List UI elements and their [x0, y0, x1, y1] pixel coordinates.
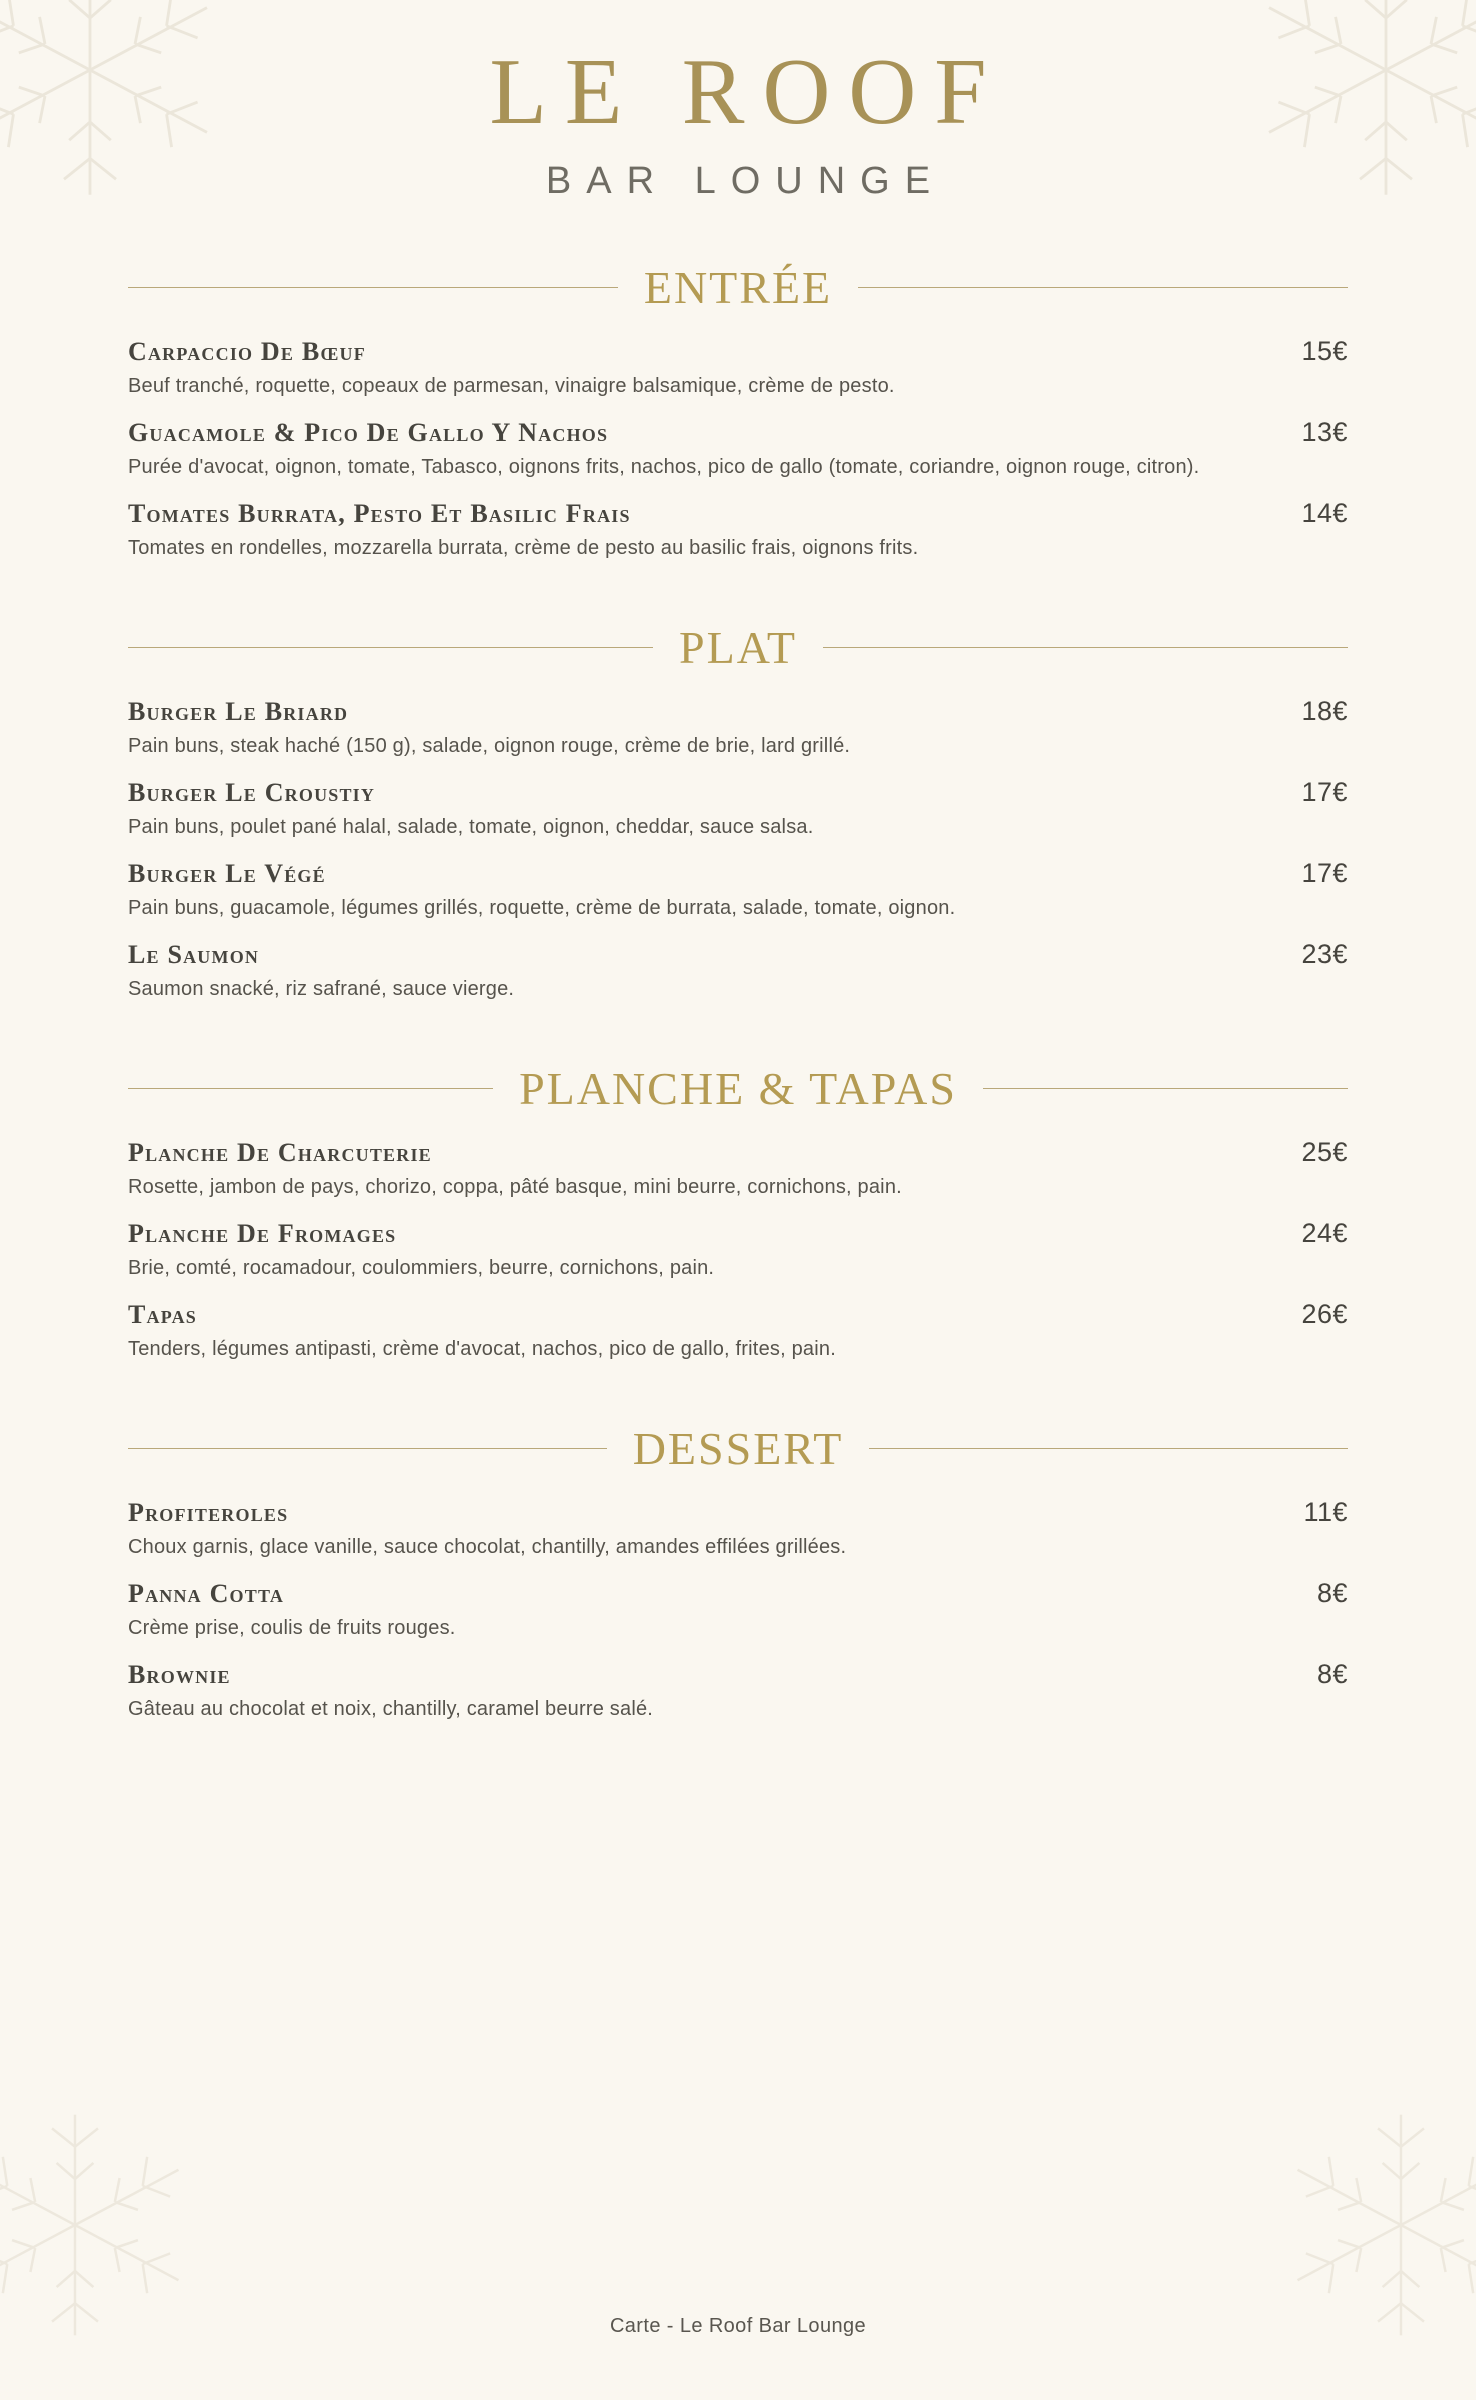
- rule-right: [983, 1088, 1348, 1089]
- snowflake-icon: [1286, 2110, 1476, 2340]
- menu-item: [128, 1578, 1348, 1643]
- section-title: ENTRÉE: [643, 262, 833, 314]
- page-title: LE ROOF: [489, 40, 1005, 144]
- brand-subtitle: BAR LOUNGE: [545, 160, 946, 203]
- section-title: DESSERT: [632, 1423, 844, 1475]
- section-header: [128, 1062, 1348, 1115]
- menu-item-price: 24€: [1301, 1218, 1348, 1249]
- menu-item-name: Planche De Charcuterie: [128, 1138, 432, 1168]
- section-title: PLANCHE & TAPAS: [519, 1063, 957, 1115]
- rule-right: [869, 1448, 1348, 1449]
- menu-item-list: [128, 696, 1348, 1004]
- menu-item-list: [128, 1137, 1348, 1364]
- menu-item: [128, 1137, 1348, 1202]
- menu-item-name: Burger Le Briard: [128, 697, 349, 727]
- menu-item: [128, 1299, 1348, 1364]
- menu-item-name: Carpaccio De Bœuf: [128, 337, 366, 367]
- section-title: PLAT: [679, 622, 797, 674]
- menu-item-price: 25€: [1301, 1137, 1348, 1168]
- menu-item-description: Pain buns, steak haché (150 g), salade, oignon rouge, crème de brie, lard grillé.: [128, 735, 851, 758]
- menu-item-price: 17€: [1301, 777, 1348, 808]
- section-header: [128, 621, 1348, 674]
- menu-item-name: Brownie: [128, 1660, 231, 1690]
- menu-item-price: 26€: [1301, 1299, 1348, 1330]
- menu-section-planche-tapas: [128, 1062, 1348, 1364]
- menu-item-description: Tomates en rondelles, mozzarella burrata, crème de pesto au basilic frais, oignons frits.: [128, 537, 919, 560]
- menu-item: [128, 858, 1348, 923]
- menu-item: [128, 696, 1348, 761]
- menu-item-name: Profiteroles: [128, 1498, 289, 1528]
- menu-item-price: 23€: [1301, 939, 1348, 970]
- menu-item-name: Tomates Burrata, Pesto Et Basilic Frais: [128, 499, 631, 529]
- section-header: [128, 261, 1348, 314]
- menu-item-description: Gâteau au chocolat et noix, chantilly, caramel beurre salé.: [128, 1698, 654, 1721]
- menu-item: [128, 777, 1348, 842]
- menu-item-name: Panna Cotta: [128, 1579, 285, 1609]
- footer-text: Carte - Le Roof Bar Lounge: [609, 2315, 867, 2337]
- menu-item-price: 14€: [1301, 498, 1348, 529]
- rule-left: [128, 1088, 493, 1089]
- menu-item-name: Le Saumon: [128, 940, 260, 970]
- menu-item-price: 11€: [1303, 1497, 1348, 1528]
- menu-item-description: Saumon snacké, riz safrané, sauce vierge.: [128, 978, 515, 1001]
- menu-item: [128, 1497, 1348, 1562]
- menu-item-description: Crème prise, coulis de fruits rouges.: [128, 1617, 456, 1640]
- menu-item: [128, 1659, 1348, 1724]
- menu-item-name: Tapas: [128, 1300, 198, 1330]
- snowflake-icon: [0, 2110, 190, 2340]
- menu-item-price: 15€: [1301, 336, 1348, 367]
- rule-left: [128, 647, 653, 648]
- menu-item-price: 8€: [1316, 1578, 1348, 1609]
- menu-item-list: [128, 336, 1348, 563]
- menu-item-list: [128, 1497, 1348, 1724]
- menu-item-price: 8€: [1316, 1659, 1348, 1690]
- menu-item-price: 13€: [1301, 417, 1348, 448]
- menu-item-name: Burger Le Croustiy: [128, 778, 376, 808]
- menu-section-plat: [128, 621, 1348, 1004]
- menu-item-price: 18€: [1301, 696, 1348, 727]
- menu-item-price: 17€: [1301, 858, 1348, 889]
- menu-item-description: Beuf tranché, roquette, copeaux de parmesan, vinaigre balsamique, crème de pesto.: [128, 375, 895, 398]
- menu-item-name: Guacamole & Pico De Gallo Y Nachos: [128, 418, 609, 448]
- menu-item: [128, 939, 1348, 1004]
- brand-header: [128, 0, 1348, 203]
- rule-right: [858, 287, 1348, 288]
- menu-section-dessert: [128, 1422, 1348, 1724]
- menu-item-description: Tenders, légumes antipasti, crème d'avocat, nachos, pico de gallo, frites, pain.: [128, 1338, 836, 1361]
- menu-item: [128, 1218, 1348, 1283]
- menu-item-description: Brie, comté, rocamadour, coulommiers, beurre, cornichons, pain.: [128, 1257, 715, 1280]
- menu-item-name: Planche De Fromages: [128, 1219, 397, 1249]
- menu-item-name: Burger Le Végé: [128, 859, 326, 889]
- menu-section-entree: [128, 261, 1348, 563]
- menu-item: [128, 336, 1348, 401]
- rule-left: [128, 1448, 607, 1449]
- rule-left: [128, 287, 618, 288]
- menu-item-description: Choux garnis, glace vanille, sauce chocolat, chantilly, amandes effilées grillées.: [128, 1536, 847, 1559]
- menu-item-description: Purée d'avocat, oignon, tomate, Tabasco, oignons frits, nachos, pico de gallo (tomate, coriandre, oignon rouge, citron).: [128, 456, 1200, 479]
- rule-right: [823, 647, 1348, 648]
- menu-item-description: Rosette, jambon de pays, chorizo, coppa, pâté basque, mini beurre, cornichons, pain.: [128, 1176, 902, 1199]
- menu-item: [128, 417, 1348, 482]
- menu-item: [128, 498, 1348, 563]
- menu-item-description: Pain buns, poulet pané halal, salade, tomate, oignon, cheddar, sauce salsa.: [128, 816, 814, 839]
- menu-item-description: Pain buns, guacamole, légumes grillés, roquette, crème de burrata, salade, tomate, oignon.: [128, 897, 956, 920]
- section-header: [128, 1422, 1348, 1475]
